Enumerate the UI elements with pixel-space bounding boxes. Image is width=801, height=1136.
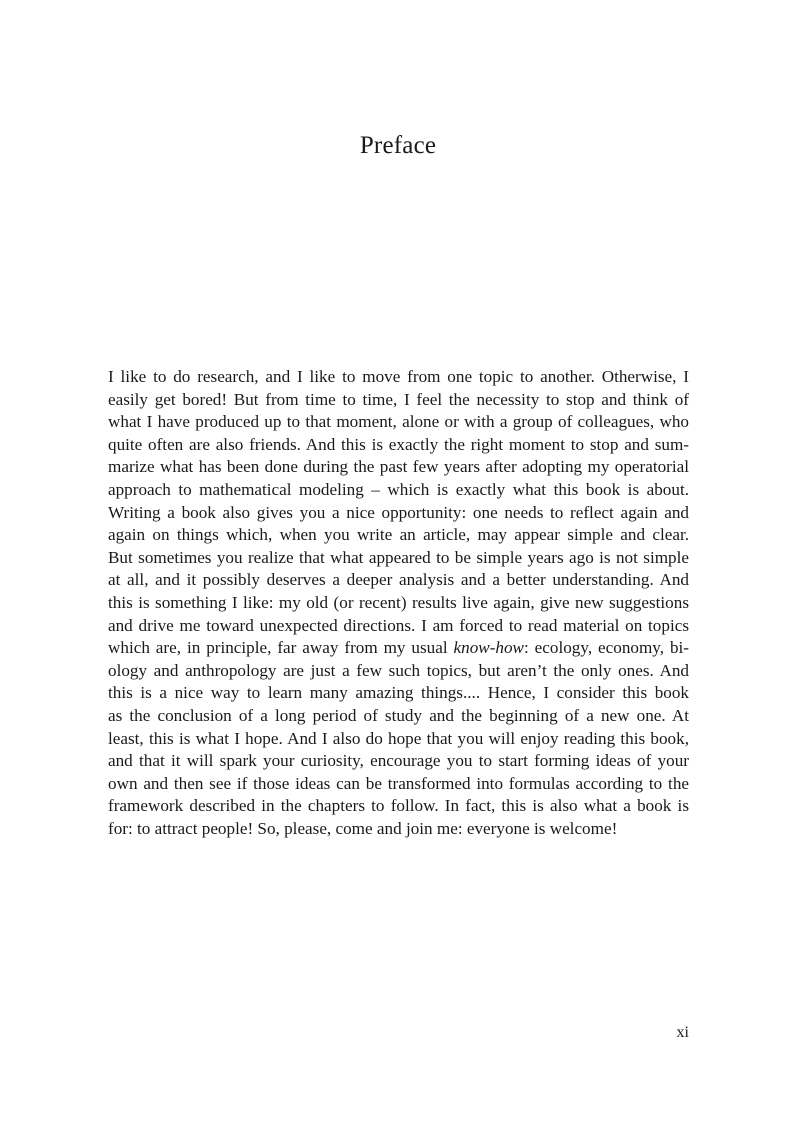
page-number: xi: [676, 1024, 689, 1041]
text-line: at all, and it possibly deserves a deeper analysis and a better understanding. And: [108, 570, 689, 590]
preface-paragraph: [108, 366, 689, 840]
text-line: this is a nice way to learn many amazing things.... Hence, I consider this book: [108, 683, 689, 703]
text-line: this is something I like: my old (or recent) results live again, give new suggestions: [108, 592, 689, 612]
text-line: approach to mathematical modeling – which is exactly what this book is about.: [108, 479, 689, 499]
text-line: what I have produced up to that moment, alone or with a group of colleagues, who: [108, 412, 689, 432]
text-line: for: to attract people! So, please, come and join me: everyone is welcome!: [108, 818, 618, 838]
text-line: again on things which, when you write an article, may appear simple and clear.: [108, 525, 689, 545]
text-line: I like to do research, and I like to move from one topic to another. Otherwise, I: [108, 367, 689, 386]
page-title: Preface: [359, 132, 437, 159]
text-line: own and then see if those ideas can be transformed into formulas according to the: [108, 773, 689, 793]
text-line: quite often are also friends. And this is exactly the right moment to stop and sum-: [108, 434, 689, 454]
text-line: ology and anthropology are just a few such topics, but aren’t the only ones. And: [108, 660, 689, 680]
text-line: least, this is what I hope. And I also do hope that you will enjoy reading this book,: [108, 728, 689, 748]
text-line: as the conclusion of a long period of study and the beginning of a new one. At: [108, 705, 689, 725]
text-line: which are, in principle, far away from my usual know-how: ecology, economy, bi-: [108, 638, 689, 658]
text-line: and drive me toward unexpected directions. I am forced to read material on topics: [108, 615, 689, 635]
italic-term: know-how: [453, 638, 524, 658]
text-line: and that it will spark your curiosity, encourage you to start forming ideas of your: [108, 751, 689, 771]
text-line: But sometimes you realize that what appeared to be simple years ago is not simple: [108, 547, 689, 567]
text-line: marize what has been done during the past few years after adopting my operatorial: [108, 457, 689, 477]
text-line: easily get bored! But from time to time, I feel the necessity to stop and think of: [108, 389, 689, 409]
text-line: framework described in the chapters to follow. In fact, this is also what a book is: [108, 796, 689, 816]
text-line: Writing a book also gives you a nice opportunity: one needs to reflect again and: [108, 502, 689, 522]
